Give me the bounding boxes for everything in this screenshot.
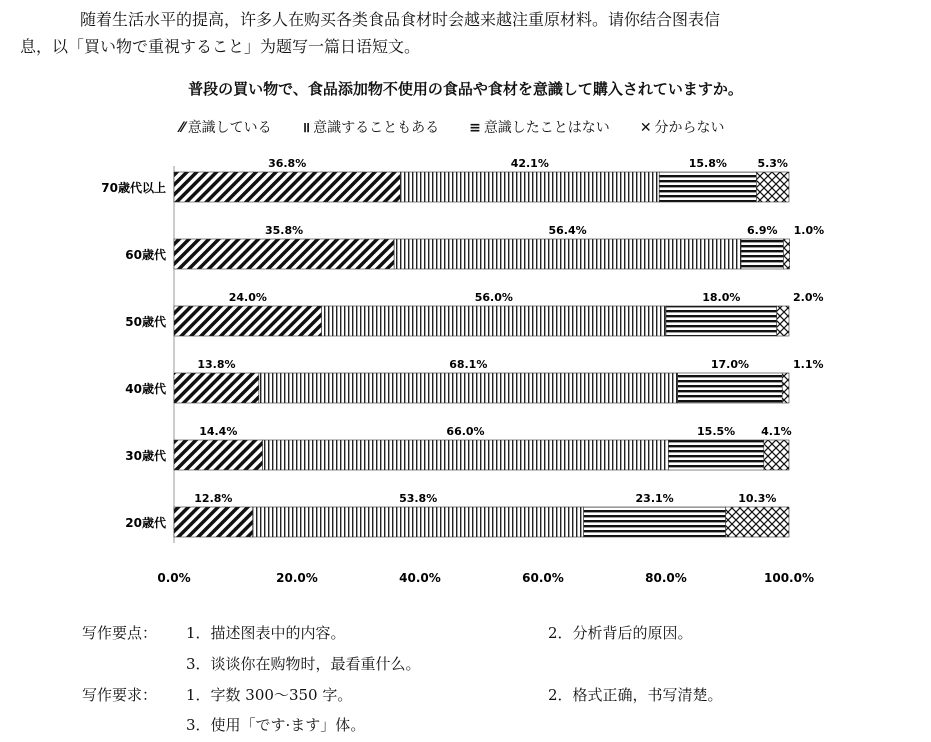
hatch-horizontal-icon: ≡ xyxy=(469,120,481,136)
x-tick-label: 40.0% xyxy=(399,571,441,585)
data-label: 5.3% xyxy=(757,157,788,170)
bar-segment-sometimes xyxy=(394,239,741,269)
bar-segment-sometimes xyxy=(259,373,678,403)
bar-segment-unknown xyxy=(777,306,789,336)
data-label: 17.0% xyxy=(710,358,750,371)
data-label: 4.1% xyxy=(761,425,792,438)
legend-label: 分からない xyxy=(654,120,725,136)
bar-segment-unknown xyxy=(783,239,789,269)
bar-segment-conscious xyxy=(174,507,253,537)
x-tick-label: 80.0% xyxy=(645,571,687,585)
data-label: 15.8% xyxy=(688,157,727,170)
data-label: 6.9% xyxy=(746,224,778,237)
x-tick-label: 100.0% xyxy=(764,571,814,585)
data-label: 2.0% xyxy=(793,291,824,304)
bar-segment-sometimes xyxy=(400,172,659,202)
bar-segment-never xyxy=(741,239,783,269)
bar-segment-never xyxy=(584,507,726,537)
bar-segment-unknown xyxy=(764,440,789,470)
bar-segment-unknown xyxy=(782,373,789,403)
data-label: 42.1% xyxy=(510,157,549,170)
x-tick-label: 0.0% xyxy=(157,571,191,585)
bar-segment-sometimes xyxy=(322,306,666,336)
legend-label: 意識したことはない xyxy=(483,120,610,136)
writing-points-label: 写作要点： xyxy=(82,624,158,642)
data-label: 1.0% xyxy=(793,224,825,237)
legend-label: 意識することもある xyxy=(313,120,440,136)
data-label: 10.3% xyxy=(738,492,777,505)
bar-segment-never xyxy=(678,373,783,403)
writing-point-1: 1．描述图表中的内容。 xyxy=(186,624,346,642)
x-tick-label: 60.0% xyxy=(522,571,564,585)
data-label: 18.0% xyxy=(702,291,741,304)
bar-segment-conscious xyxy=(174,239,394,269)
data-label: 24.0% xyxy=(228,291,267,304)
writing-point-2: 2．分析背后的原因。 xyxy=(548,624,693,642)
data-label: 53.8% xyxy=(399,492,438,505)
x-tick-label: 20.0% xyxy=(276,571,318,585)
bar-segment-never xyxy=(668,440,763,470)
chart-title: 普段の買い物で、食品添加物不使用の食品や食材を意識して購入されていますか。 xyxy=(188,80,743,98)
writing-requirement-2: 2．格式正确，书写清楚。 xyxy=(548,686,723,704)
data-label: 1.1% xyxy=(793,358,824,371)
data-label: 13.8% xyxy=(197,358,236,371)
category-label: 20歳代 xyxy=(125,516,166,530)
category-label: 30歳代 xyxy=(125,449,166,463)
hatch-diagonal-icon: ⁄⁄ xyxy=(180,120,185,136)
bar-segment-conscious xyxy=(174,306,322,336)
writing-requirement-1: 1．字数 300～350 字。 xyxy=(186,686,353,704)
bar-segment-conscious xyxy=(174,440,263,470)
bar-segment-never xyxy=(659,172,756,202)
instruction-line-1: 随着生活水平的提高，许多人在购买各类食品食材时会越来越注重原材料。请你结合图表信 xyxy=(80,10,721,29)
bar-segment-unknown xyxy=(726,507,789,537)
writing-requirements-label: 写作要求： xyxy=(82,686,158,704)
bar-segment-sometimes xyxy=(263,440,669,470)
category-label: 70歳代以上 xyxy=(101,181,166,195)
data-label: 35.8% xyxy=(264,224,304,237)
bar-segment-sometimes xyxy=(253,507,584,537)
data-label: 68.1% xyxy=(449,358,488,371)
category-label: 60歳代 xyxy=(125,248,166,262)
bar-segment-unknown xyxy=(756,172,789,202)
data-label: 36.8% xyxy=(268,157,307,170)
data-label: 14.4% xyxy=(199,425,238,438)
data-label: 56.4% xyxy=(548,224,587,237)
hatch-vertical-icon: ॥ xyxy=(301,120,311,136)
writing-requirement-3: 3．使用「です·ます」体。 xyxy=(186,716,366,734)
data-label: 23.1% xyxy=(635,492,674,505)
data-label: 12.8% xyxy=(194,492,233,505)
data-label: 66.0% xyxy=(446,425,485,438)
data-label: 56.0% xyxy=(474,291,513,304)
bar-segment-conscious xyxy=(174,172,400,202)
legend-label: 意識している xyxy=(187,120,272,136)
writing-point-3: 3．谈谈你在购物时，最看重什么。 xyxy=(186,655,421,673)
instruction-line-2: 息，以「買い物で重視すること」为题写一篇日语短文。 xyxy=(20,37,421,56)
data-label: 15.5% xyxy=(697,425,736,438)
hatch-cross-icon: ✕ xyxy=(639,120,652,136)
category-label: 50歳代 xyxy=(125,315,166,329)
bar-segment-never xyxy=(666,306,777,336)
bar-segment-conscious xyxy=(174,373,259,403)
category-label: 40歳代 xyxy=(125,382,166,396)
